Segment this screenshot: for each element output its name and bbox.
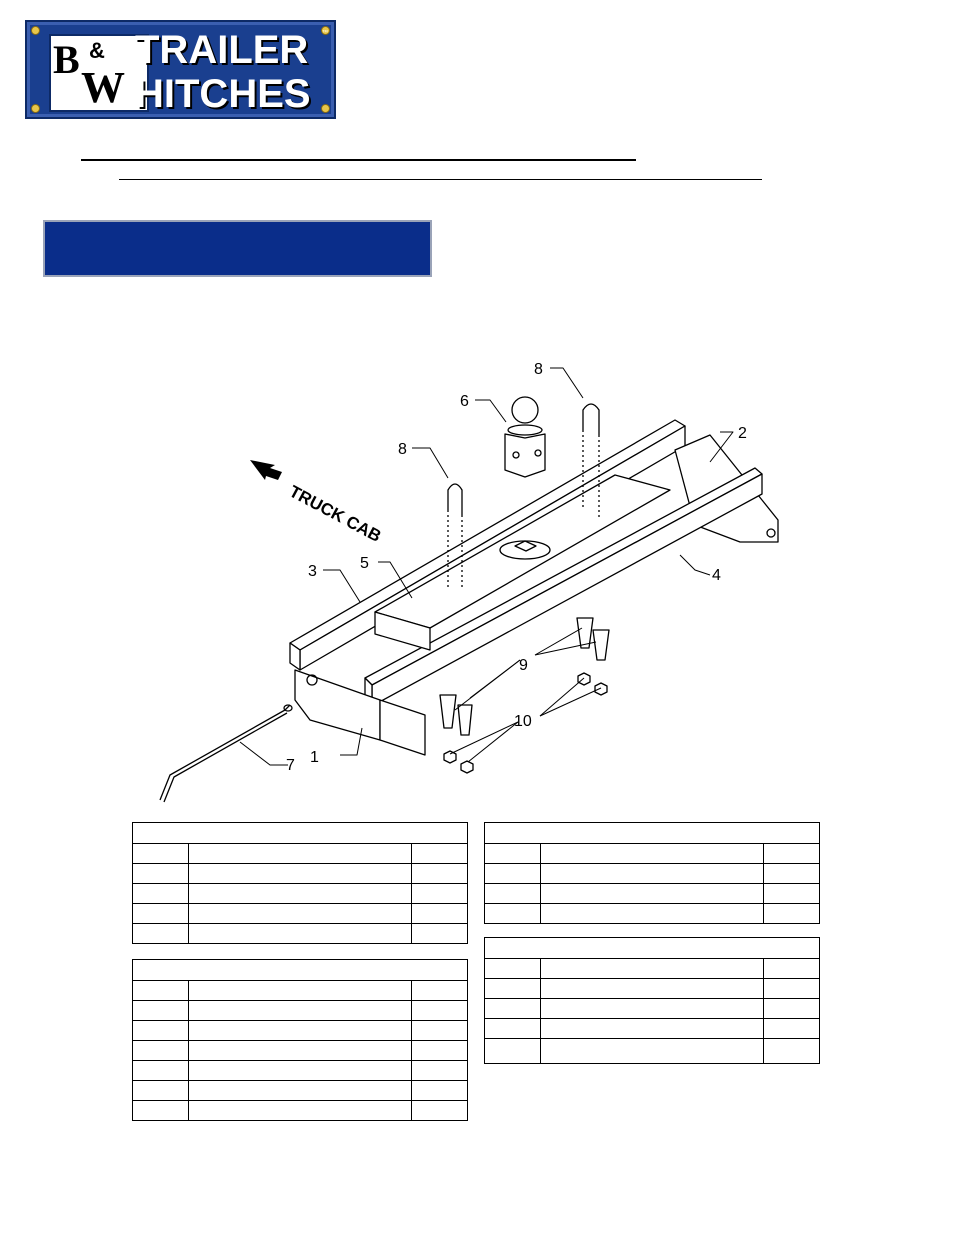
table-row [485, 979, 820, 999]
callout-7: 7 [286, 757, 295, 774]
logo-word-hitches: HITCHES [135, 72, 311, 116]
title-rule [81, 159, 636, 161]
table-row [485, 1039, 820, 1064]
table-row [485, 884, 820, 904]
table-row [485, 1019, 820, 1039]
callout-10: 10 [514, 713, 532, 730]
rivet-icon [31, 26, 40, 35]
callout-3: 3 [308, 563, 317, 580]
callout-2: 2 [738, 425, 747, 442]
table-row [133, 1081, 468, 1101]
subtitle-rule [119, 179, 762, 180]
table-row [485, 864, 820, 884]
table-row [133, 1061, 468, 1081]
table-row [133, 1001, 468, 1021]
parts-table-bottom-right [484, 937, 820, 1064]
callout-1: 1 [310, 749, 319, 766]
logo-monogram-b: B [53, 37, 80, 82]
table-title-cell [133, 960, 468, 981]
parts-table-top-right [484, 822, 820, 924]
table-title-cell [485, 823, 820, 844]
parts-table-top-left [132, 822, 468, 944]
table-row [133, 1021, 468, 1041]
table-row [133, 844, 468, 864]
table-row [485, 999, 820, 1019]
logo-monogram-w: W [81, 63, 125, 112]
brand-logo [25, 20, 336, 119]
rivet-icon [31, 104, 40, 113]
table-row [133, 1101, 468, 1121]
table-title-cell [133, 823, 468, 844]
truck-cab-arrow [250, 460, 282, 480]
table-row [485, 844, 820, 864]
callout-8-left: 8 [398, 441, 407, 458]
table-row [485, 959, 820, 979]
logo-trademark: ™ [322, 30, 328, 36]
hitch-exploded-diagram [150, 350, 810, 810]
table-row [133, 981, 468, 1001]
table-row [133, 864, 468, 884]
hitch-ball-6 [505, 397, 545, 477]
table-row [485, 904, 820, 924]
callout-8-right: 8 [534, 361, 543, 378]
table-row [133, 884, 468, 904]
callout-9: 9 [519, 657, 528, 674]
callout-4: 4 [712, 567, 721, 584]
section-banner [43, 220, 432, 277]
pin-7 [160, 705, 292, 802]
table-title-cell [485, 938, 820, 959]
table-row [133, 1041, 468, 1061]
logo-word-trailer: TRAILER [135, 28, 309, 72]
rivet-icon [321, 104, 330, 113]
logo-monogram-amp: & [89, 38, 105, 63]
truck-cab-label: TRUCK CAB [286, 481, 385, 546]
parts-table-bottom-left [132, 959, 468, 1121]
table-row [133, 904, 468, 924]
callout-5: 5 [360, 555, 369, 572]
diagram-svg [150, 350, 810, 810]
table-row [133, 924, 468, 944]
callout-6: 6 [460, 393, 469, 410]
